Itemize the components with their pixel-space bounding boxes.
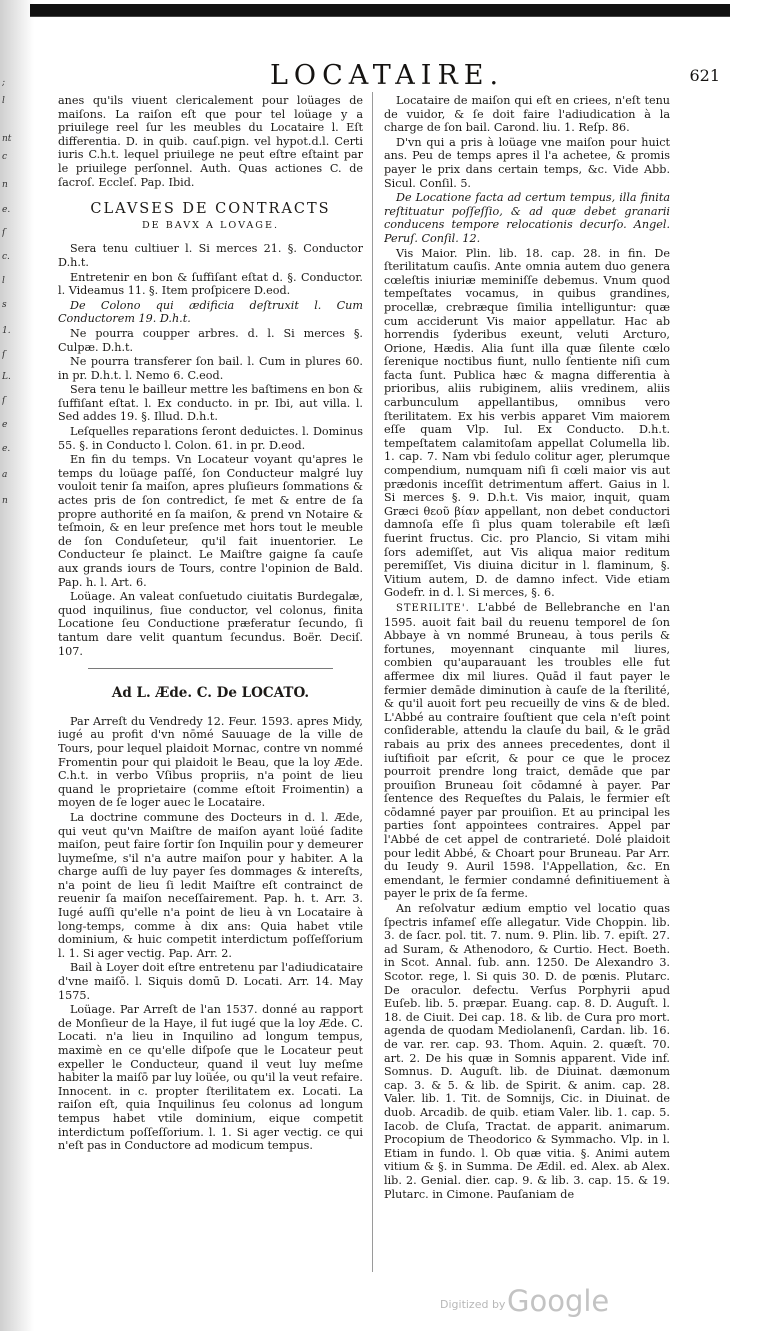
- body-paragraph: De Locatione facta ad certum tempus, illa finita reſtituatur poſſeſſio, & ad quæ debet granarii conducens tempore relocationis decurſo. Angel. Peruſ. Conſil. 12.: [384, 191, 670, 245]
- left-column: [58, 94, 363, 1284]
- margin-fragment: e.: [2, 205, 11, 215]
- clause-paragraph: En fin du temps. Vn Locateur voyant qu'apres le temps du loüage paſſé, ſon Conducteur malgré luy vouloit tenir ſa maiſon, apres pluſieurs ſommations & actes pris de ſon contredict, ſe met & entre de ſa propre authorité en ſa maiſon, & prend vn Notaire & teſmoin, & en leur preſence met hors tout le meuble de ſon Conduſeteur, qu'il fait inuentorier. Le Conducteur ſe plainct. Le Maiſtre gaigne ſa cauſe aux grands iours de Tours, contre l'opinion de Bald. Pap. h. l. Art. 6.: [58, 453, 363, 589]
- clause-paragraph: Sera tenu le bailleur mettre les baſtimens en bon & ſuffiſant eſtat. l. Ex conducto. in pr. Ibi, aut villa. l. Sed addes 19. §. Illud. D.h.t.: [58, 383, 363, 424]
- margin-fragment: s: [2, 300, 7, 310]
- watermark-prefix: Digitized by: [440, 1298, 506, 1311]
- running-head: [40, 60, 730, 94]
- body-paragraph: An reſolvatur ædium emptio vel locatio quas ſpectris infameſ eſſe allegatur. Vide Choppin. lib. 3. de ſacr. pol. tit. 7. num. 9. Plin. lib. 7. epiſt. 27. ad Suram, & Athenodoro, & Curtio. Hect. Boeth. in Scot. Annal. ſub. ann. 1250. De Alexandro 3. Scotor. rege, l. Si quis 30. D. de pœnis. Plutarc. De oraculor. defectu. Verſus Porphyrii apud Euſeb. lib. 5. præpar. Euang. cap. 8. D. Auguſt. l. 18. de Ciuit. Dei cap. 18. & lib. de Cura pro mort. agenda de quodam Mediolanenſi, Cardan. lib. 16. de var. rer. cap. 93. Thom. Aquin. 2. quæſt. 70. art. 2. De his quæ in Somnis apparent. Vide inf. Somnus. D. Auguſt. lib. de Diuinat. dæmonum cap. 3. & 5. & lib. de Spirit. & anim. cap. 28. Valer. lib. 1. Tit. de Somnijs, Cic. in Diuinat. de duob. Arcadib. de quib. etiam Valer. lib. 1. cap. 5. Iacob. de Cluſa, Tractat. de apparit. animarum. Procopium de Theodorico & Symmacho. Vlp. in l. Etiam in fundo. l. Ob quæ vitia. §. Animi autem vitium & §. in Summa. De Ædil. ed. Alex. ab Alex. lib. 2. Genial. dier. cap. 9. & lib. 3. cap. 15. & 19. Plutarc. in Cimone. Pauſaniam de: [384, 902, 670, 1201]
- margin-fragment: a: [2, 470, 8, 480]
- margin-fragment: ;: [2, 78, 6, 88]
- section-divider: [88, 668, 333, 669]
- margin-fragment: n: [2, 496, 8, 506]
- section-heading: CLAVSES DE CONTRACTS: [90, 201, 331, 218]
- margin-fragment: e: [2, 420, 8, 430]
- clause-paragraph: Ne pourra coupper arbres. d. l. Si merces §. Culpæ. D.h.t.: [58, 326, 363, 354]
- page-title: LOCATAIRE.: [270, 60, 505, 91]
- column-rule: [372, 92, 373, 1272]
- body-paragraph: Bail à Loyer doit eſtre entretenu par l'adiudicataire d'vne maiſō. l. Siquis domū D. Locati. Arr. 14. May 1575.: [58, 961, 363, 1002]
- margin-fragment: c.: [2, 252, 10, 262]
- margin-fragment: nt: [2, 134, 12, 144]
- clause-paragraph: Loüage. An valeat conſuetudo ciuitatis Burdegalæ, quod inquilinus, ſiue conductor, vel colonus, finita Locatione ſeu Conductione præferatur ſecundo, ſi tantum dare velit quantum ſecundus. Boër. Deciſ. 107.: [58, 590, 363, 658]
- sterilite-paragraph: [384, 601, 670, 901]
- clause-paragraph: Ne pourra transferer ſon bail. l. Cum in plures 60. in pr. D.h.t. l. Nemo 6. C.eod.: [58, 355, 363, 382]
- margin-fragment: ſ: [2, 228, 6, 238]
- subsection-heading: Ad L. Æde. C. De LOCATO.: [111, 685, 310, 702]
- margin-fragment: n: [2, 180, 8, 190]
- margin-fragment: e.: [2, 444, 11, 454]
- margin-fragment: ſ: [2, 350, 6, 360]
- intro-paragraph: anes qu'ils viuent clericalement pour loüages de maiſons. La raiſon eſt que pour tel loüage y a priuilege reel ſur les meubles du Locataire l. Eſt differentia. D. in quib. cauſ.pign. vel hypot.d.l. Certi iuris C.h.t. lequel priuilege ne peut eſtre eſtaint par le priuilege perſonnel. Auth. Quas actiones C. de ſacroſ. Eccleſ. Pap. Ibid.: [58, 94, 363, 189]
- clause-paragraph: Entretenir en bon & ſuffiſant eſtat d. §. Conductor. l. Videamus 11. §. Item proſpicere D.eod.: [58, 270, 363, 298]
- margin-fragment: l: [2, 276, 5, 286]
- body-paragraph: Par Arreſt du Vendredy 12. Feur. 1593. apres Midy, iugé au profit d'vn nōmé Sauuage de la ville de Tours, pour lequel plaidoit Mornac, contre vn nommé Fromentin pour qui plaidoit le Beau, que la loy Æde. C.h.t. in verbo Vſibus propriis, n'a point de lieu quand le proprietaire (comme eſtoit Froimentin) a moyen de ſe loger auec le Locataire.: [58, 714, 363, 810]
- sterilite-text: L'abbé de Bellebranche en l'an 1595. auoit fait bail du reuenu temporel de ſon Abbaye à vn nommé Bruneau, à tous perils & fortunes, moyennant cinquante mil liures, combien qu'auparauant les troubles elle fut affermee dix mil liures. Quād il faut payer le fermier demāde diminution à cauſe de la ſterilité, & qu'il auoit fort peu recueilly de vins & de bled. L'Abbé au contraire ſouſtient que cela n'eſt point conſiderable, attendu la clauſe du bail, & le grād rabais au prix des annees precedentes, dont il iuſtifioit par eſcrit, & pour ce que le procez pourroit prendre long traict, demāde que par prouiſion Bruneau ſoit cōdamné à payer. Par ſentence des Requeſtes du Palais, le fermier eſt cōdamné payer par prouiſion. Et au principal les parties ſont appointees contraires. Appel par l'Abbé de cet appel de contrarieté. Dolé plaidoit pour ledit Abbé, & Choart pour Bruneau. Par Arr. du Ieudy 9. Auril 1598. l'Appellation, &c. En emendant, le fermier condamné definitiuement à payer le prix de ſa ferme.: [384, 600, 670, 901]
- page-number: 621: [689, 66, 720, 85]
- margin-fragment: l: [2, 96, 5, 106]
- scan-top-bar: [30, 4, 730, 17]
- margin-fragment: 1.: [2, 326, 11, 336]
- body-paragraph: Vis Maior. Plin. lib. 18. cap. 28. in fin. De ſterilitatum cauſis. Ante omnia autem duo genera cœleſtis iniuriæ meminiſſe debemus. Vnum quod tempeſtates vocamus, in quibus grandines, procellæ, crebræque ſimilia intelliguntur: quæ cum acciderunt Vis maior appellatur. Hac ab horrendis ſyderibus exeunt, veluti Arcturo, Orione, Hædis. Alia ſunt illa quæ ſilente cœlo ſerenique noctibus fiunt, nullo ſentiente niſi cum facta ſunt. Publica hæc & magna differentia à prioribus, aliis rubiginem, aliis vredinem, aliis carbunculum appellantibus, omnibus vero ſterilitatem. Ex his verbis apparet Vim maiorem eſſe quam Vlp. Iul. Ex Conducto. D.h.t. tempeſtatem calamitoſam appellat Columella lib. 1. cap. 7. Nam vbi ſedulo colitur ager, plerumque compendium, numquam niſi ſi cœli maior vis aut prædonis inceſſit detrimentum affert. Gaius in l. Si merces §. 9. D.h.t. Vis maior, inquit, quam Græci θεοῦ βίαν appellant, non debet conductori damnoſa eſſe ſi plus quam tolerabile eſt læſi fuerint fructus. Cic. pro Plancio, Si vitam mihi ſors ademiſſet, aut Vis aliqua maior reditum peremiſſet, Vis diuina dicitur in l. flaminum, §. Vitium autem, D. de damno infect. Vide etiam Godefr. in d. l. Si merces, §. 6.: [384, 246, 670, 600]
- body-paragraph: Loüage. Par Arreſt de l'an 1537. donné au rapport de Monſieur de la Haye, il fut iugé que la loy Æde. C. Locati. n'a lieu in Inquilino ad longum tempus, maximè en ce qu'elle diſpoſe que le Locateur peut expeller le Conducteur, quand il veut luy meſme habiter la maiſō par luy loüée, ou qu'il la veut refaire. Innocent. in c. propter ſterilitatem ex. Locati. La raiſon eſt, quia Inquilinus ſeu colonus ad longum tempus habet vtile dominium, eique competit interdictum poſſeſſorium. l. 1. Si ager vectig. ce qui n'eſt pas in Conductore ad modicum tempus.: [58, 1003, 363, 1153]
- margin-fragment: L.: [2, 372, 11, 382]
- sterilite-label: STERILITE'.: [396, 602, 470, 614]
- section-subheading: DE BAVX A LOVAGE.: [141, 219, 280, 231]
- margin-fragment: ſ: [2, 396, 6, 406]
- body-paragraph: Locataire de maiſon qui eſt en criees, n'eſt tenu de vuidor, & ſe doit faire l'adiudication à la charge de ſon bail. Carond. liu. 1. Reſp. 86.: [384, 94, 670, 135]
- body-paragraph: La doctrine commune des Docteurs in d. l. Æde, qui veut qu'vn Maiſtre de maiſon ayant loüé ſadite maiſon, peut faire ſortir ſon Inquilin pour y demeurer luymeſme, s'il n'a autre maiſon pour y habiter. A la charge auſſi de luy payer ſes dommages & intereſts, n'a point de lieu ſi ledit Maiſtre eſt contrainct de reuenir ſa maiſon neceſſairement. Pap. h. t. Arr. 3. Iugé auſſi qu'elle n'a point de lieu à vn Locataire à long-temps, comme à dix ans: Quia habet vtile dominium, & huic competit interdictum poſſeſſorium l. 1. Si ager vectig. Pap. Arr. 2.: [58, 810, 363, 960]
- margin-fragment: c: [2, 152, 8, 162]
- clause-paragraph: De Colono qui ædificia deſtruxit l. Cum Conductorem 19. D.h.t.: [58, 298, 363, 326]
- google-watermark: [440, 1284, 660, 1320]
- clause-paragraph: Leſquelles reparations ſeront deduictes. l. Dominus 55. §. in Conducto l. Colon. 61. in pr. D.eod.: [58, 425, 363, 452]
- right-column: [384, 94, 670, 1284]
- scan-page-edge: [0, 0, 34, 1331]
- google-logo: Google: [507, 1284, 610, 1318]
- body-paragraph: D'vn qui a pris à loüage vne maiſon pour huict ans. Peu de temps apres il l'a achetee, & promis payer le prix dans certain temps, &c. Vide Abb. Sicul. Conſil. 5.: [384, 135, 670, 190]
- clause-paragraph: Sera tenu cultiuer l. Si merces 21. §. Conductor D.h.t.: [58, 242, 363, 269]
